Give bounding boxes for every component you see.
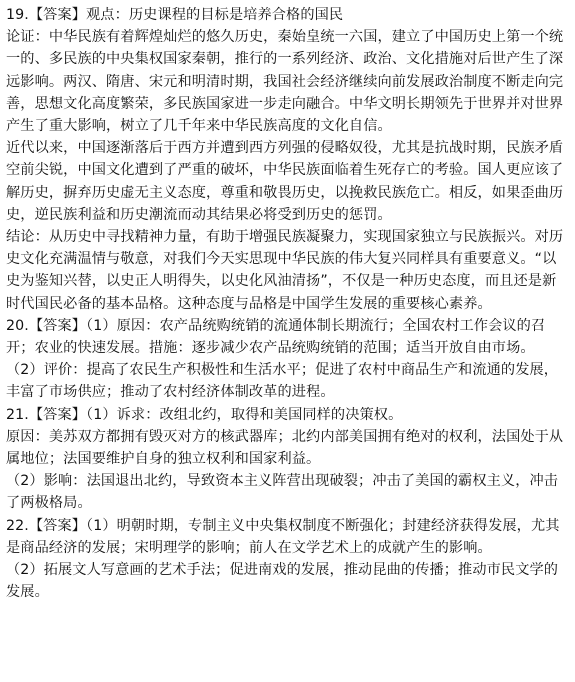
q21-part1-reason: 原因：美苏双方都拥有毁灭对方的核武器库；北约内部美国拥有绝对的权利，法国处于从属地位；法国要维护自身的独立权利和国家利益。 bbox=[6, 428, 564, 468]
q19-viewpoint: 19.【答案】观点：历史课程的目标是培养合格的国民 bbox=[6, 7, 344, 23]
q20-part1: 20.【答案】（1）原因：农产品统购统销的流通体制长期流行；全国农村工作会议的召开；农业的快速发展。措施：逐步减少农产品统购统销的范围；适当开放自由市场。 bbox=[6, 317, 546, 357]
q19-argument-modern: 近代以来，中国逐渐落后于西方并遭到西方列强的侵略奴役，尤其是抗战时期，民族矛盾空前尖锐，中国文化遭到了严重的破坏，中华民族面临着生死存亡的考验。国人更应该了解历史，摒弃历史虚无主义态度，尊重和敬畏历史，以挽救民族危亡。相反，如果歪曲历史，逆民族利益和历史潮流而动其结果必将受到历史的惩罚。 bbox=[6, 140, 564, 223]
q21-part2: （2）影响：法国退出北约，导致资本主义阵营出现破裂；冲击了美国的霸权主义，冲击了两极格局。 bbox=[6, 473, 559, 512]
q19-argument-ancient: 论证：中华民族有着辉煌灿烂的悠久历史，秦始皇统一六国，建立了中国历史上第一个统一的、多民族的中央集权国家秦朝，推行的一系列经济、政治、文化措施对后世产生了深远影响。两汉、隋唐、宋元和明清时期，我国社会经济继续向前发展政治制度不断走向完善，思想文化高度繁荣，多民族国家进一步走向融合。中华文明长期领先于世界并对世界产生了重大影响，树立了几千年来中华民族高度的文化自信。 bbox=[6, 29, 564, 135]
q20-part2: （2）评价：提高了农民生产积极性和生活水平；促进了农村中商品生产和流通的发展，丰富了市场供应；推动了农村经济体制改革的进程。 bbox=[6, 362, 559, 401]
q22-part2: （2）拓展文人写意画的艺术手法；促进南戏的发展，推动昆曲的传播；推动市民文学的发展。 bbox=[6, 562, 559, 601]
q22-part1: 22.【答案】（1）明朝时期，专制主义中央集权制度不断强化；封建经济获得发展，尤其是商品经济的发展；宋明理学的影响；前人在文学艺术上的成就产生的影响。 bbox=[6, 517, 560, 556]
q19-conclusion: 结论：从历史中寻找精神力量，有助于增强民族凝聚力，实现国家独立与民族振兴。对历史文化充满温情与敬意，对我们今天实思现中华民族的伟大复兴同样具有重要意义。“以史为鉴知兴替，以史正人明得失，以史化风油清扬”，不仅是一种历史态度，而且还是新时代国民必备的基本品格。这种态度与品格是中国学生发展的重要核心素养。 bbox=[6, 229, 564, 312]
q21-part1-demand: 21.【答案】（1）诉求：改组北约，取得和美国同样的决策权。 bbox=[6, 406, 403, 423]
